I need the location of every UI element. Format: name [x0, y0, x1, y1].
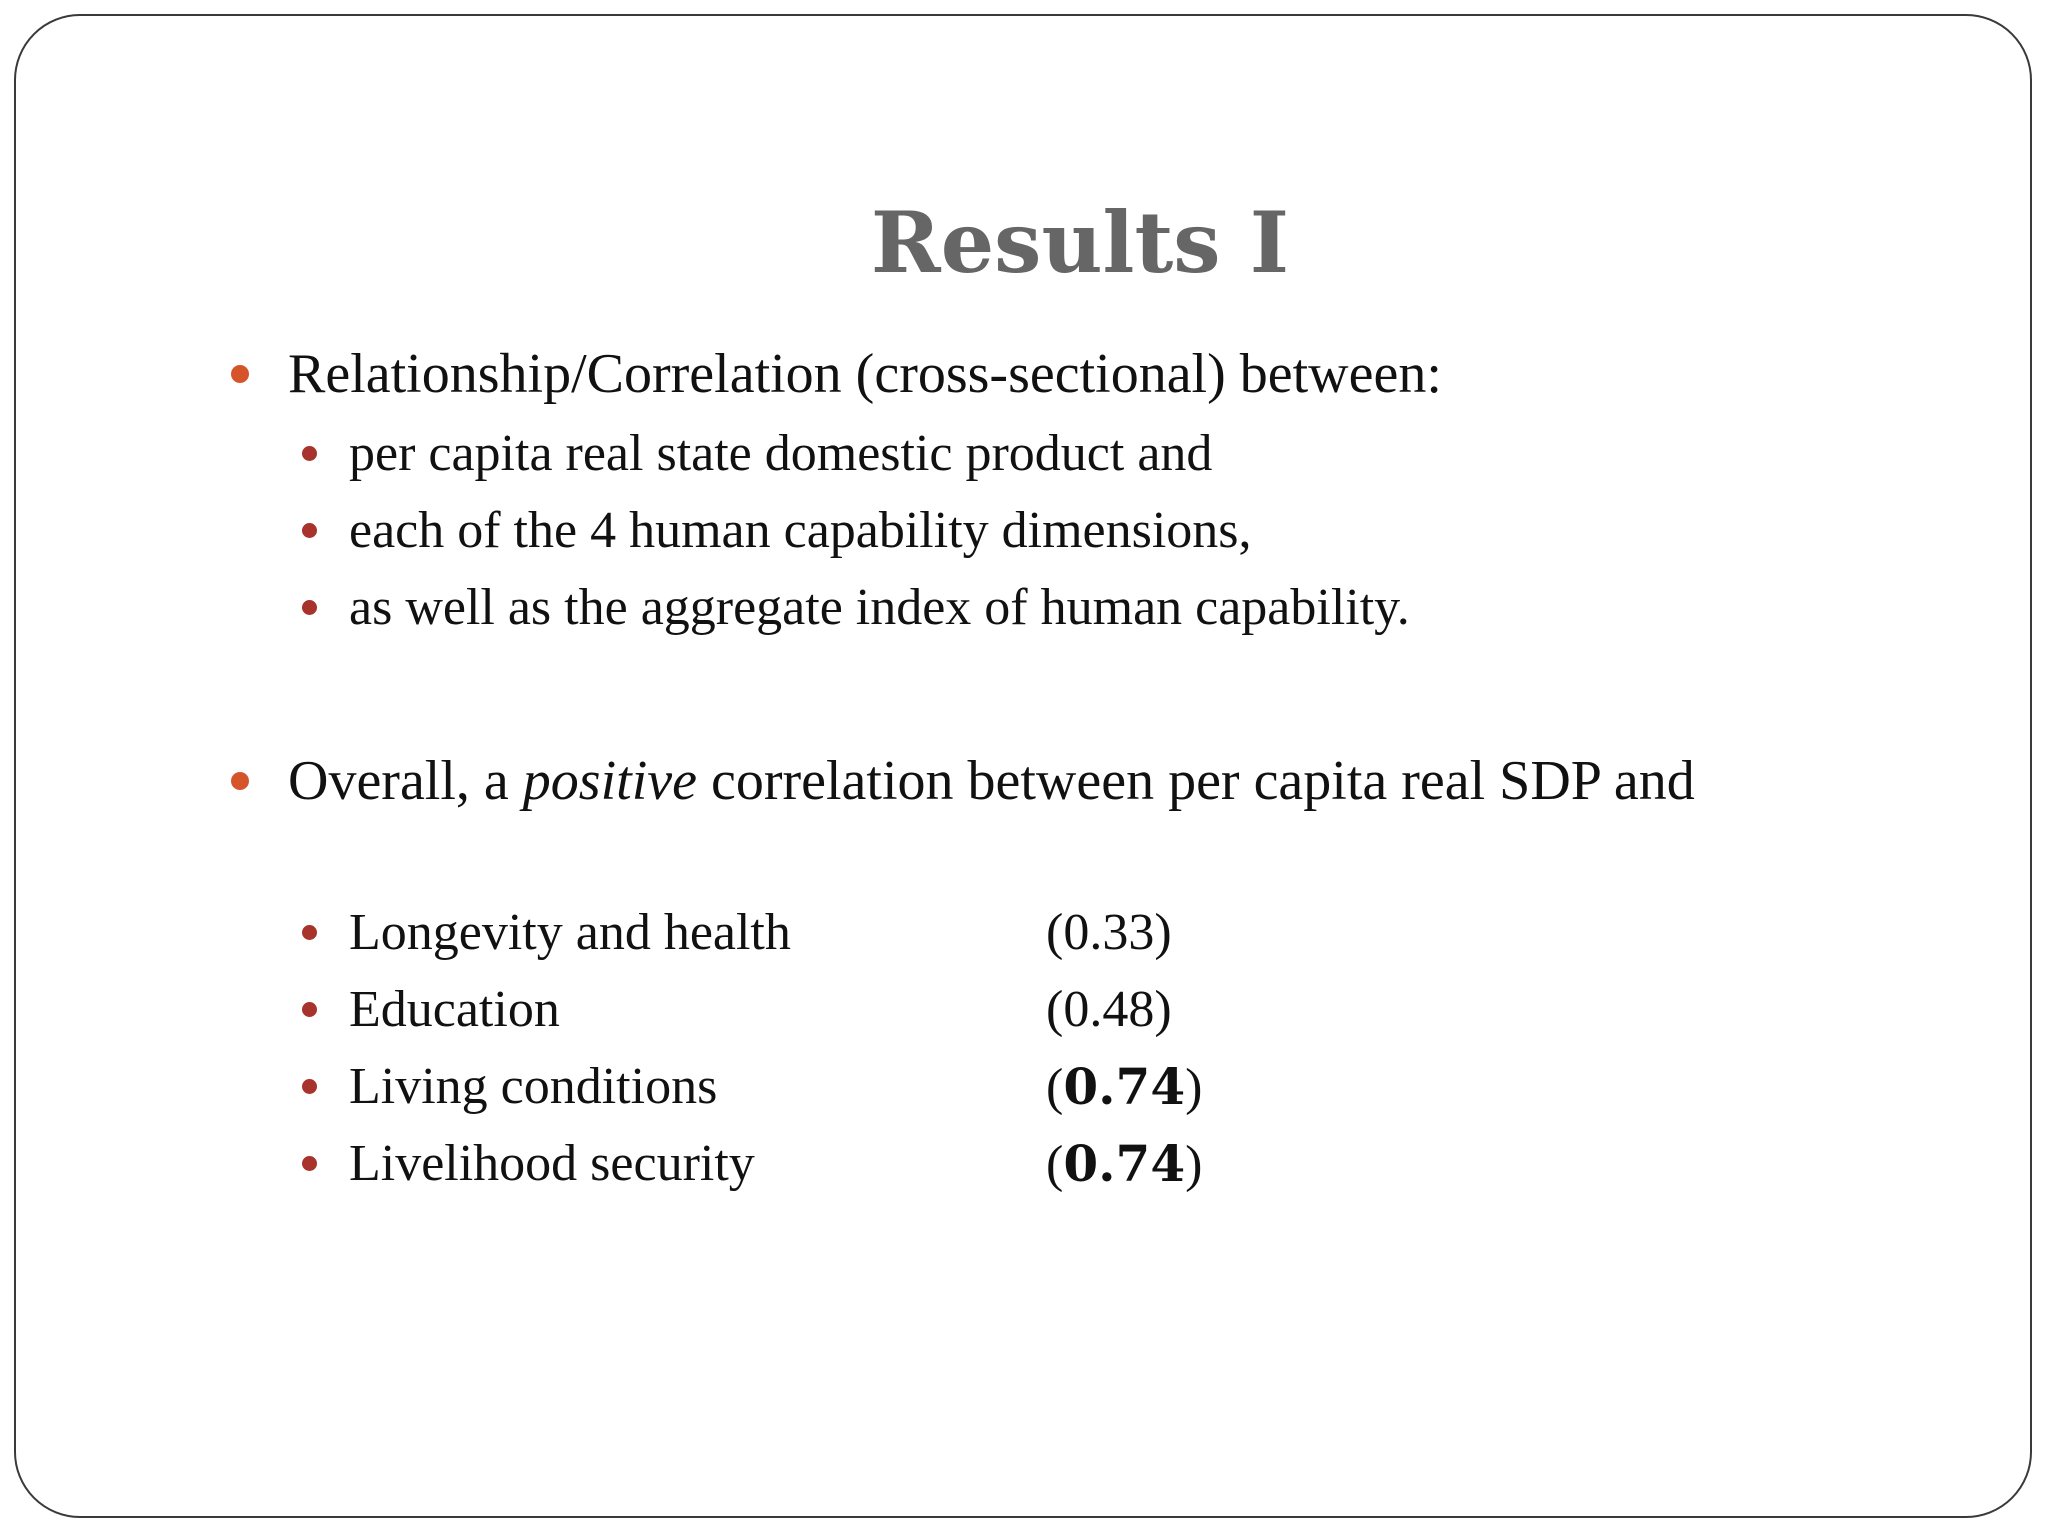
paren-close: ): [1154, 904, 1172, 961]
correlation-label: Longevity and health: [349, 904, 791, 961]
paren-open: (: [1046, 981, 1064, 1038]
sub-bullet-dot-icon: [302, 523, 317, 538]
paren-open: (: [1046, 1136, 1064, 1193]
bullet-relationship: Relationship/Correlation (cross-sectional) between:: [288, 343, 1442, 405]
correlation-value: [1046, 1126, 1202, 1203]
sub-bullet-dot-icon: [302, 1079, 317, 1094]
coef: 0.48: [1063, 981, 1155, 1038]
coef: 0.33: [1063, 904, 1155, 961]
slide-title: Results I: [870, 193, 1290, 292]
paren-close: ): [1185, 1059, 1203, 1116]
emphasis-positive: positive: [522, 750, 697, 812]
correlation-label: Livelihood security: [349, 1135, 755, 1192]
sub-bullet-dot-icon: [302, 446, 317, 461]
bullet-overall: [288, 742, 1848, 820]
correlation-value: [1046, 1049, 1202, 1126]
paren-open: (: [1046, 904, 1064, 961]
coef-bold: 0.74: [1063, 1057, 1186, 1116]
sub-bullet-dot-icon: [302, 1002, 317, 1017]
sub-bullet-dot-icon: [302, 1156, 317, 1171]
bullet-overall-rest: correlation between per capita real SDP and: [696, 750, 1695, 812]
sub-bullet-item: as well as the aggregate index of human capability.: [349, 579, 1410, 636]
bullet-dot-icon: [231, 772, 249, 790]
sub-bullet-dot-icon: [302, 925, 317, 940]
sub-bullet-item: per capita real state domestic product and: [349, 425, 1213, 482]
paren-open: (: [1046, 1059, 1064, 1116]
correlation-value: [1046, 972, 1172, 1048]
sub-bullet-dot-icon: [302, 600, 317, 615]
correlation-label: Living conditions: [349, 1058, 718, 1115]
coef-bold: 0.74: [1063, 1134, 1186, 1193]
sub-bullet-item: each of the 4 human capability dimensions,: [349, 502, 1252, 559]
correlation-value: [1046, 895, 1172, 971]
paren-close: ): [1185, 1136, 1203, 1193]
correlation-label: Education: [349, 981, 560, 1038]
paren-close: ): [1154, 981, 1172, 1038]
bullet-overall-lead: Overall, a: [288, 750, 523, 812]
bullet-dot-icon: [231, 365, 249, 383]
